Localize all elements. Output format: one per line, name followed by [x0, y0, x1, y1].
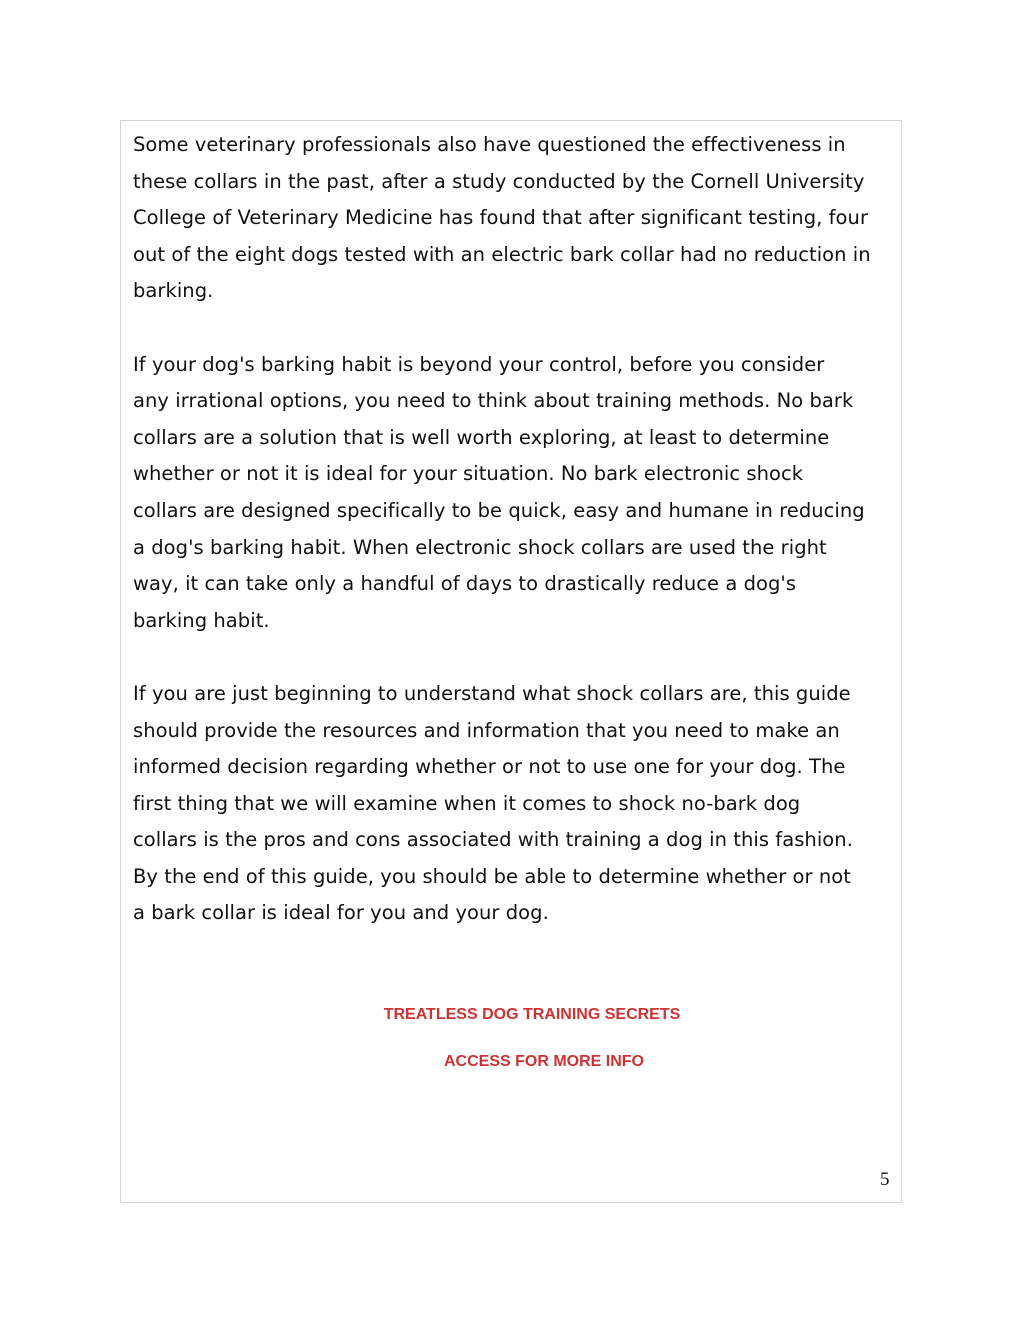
paragraph-1	[133, 127, 895, 310]
paragraph-line: collars is the pros and cons associated with training a dog in this fashion.	[133, 828, 853, 852]
document-body	[133, 127, 895, 969]
paragraph-line: any irrational options, you need to think about training methods. No bark	[133, 389, 854, 413]
paragraph-line: should provide the resources and information that you need to make an	[133, 718, 840, 742]
paragraph-line: these collars in the past, after a study conducted by the Cornell University	[133, 169, 865, 193]
treatless-dog-training-link[interactable]: TREATLESS DOG TRAINING SECRETS	[383, 1006, 681, 1023]
paragraph-line: collars are a solution that is well worth exploring, at least to determine	[133, 425, 830, 449]
paragraph-line: College of Veterinary Medicine has found that after significant testing, four	[133, 206, 869, 230]
page-number: 5	[880, 1169, 890, 1190]
paragraph-3	[133, 676, 895, 932]
paragraph-line: By the end of this guide, you should be able to determine whether or not	[133, 864, 851, 888]
paragraph-line: Some veterinary professionals also have questioned the effectiveness in	[133, 133, 846, 156]
paragraph-line: out of the eight dogs tested with an electric bark collar had no reduction in	[133, 242, 871, 266]
paragraph-line: a bark collar is ideal for you and your dog.	[133, 901, 549, 925]
access-more-info-link[interactable]: ACCESS FOR MORE INFO	[443, 1053, 644, 1070]
paragraph-line: first thing that we will examine when it comes to shock no-bark dog	[133, 791, 801, 815]
paragraph-line: way, it can take only a handful of days to drastically reduce a dog's	[133, 572, 797, 596]
paragraph-line: informed decision regarding whether or not to use one for your dog. The	[133, 755, 846, 779]
paragraph-line: barking.	[133, 279, 214, 303]
paragraph-line: If you are just beginning to understand what shock collars are, this guide	[133, 681, 851, 705]
paragraph-line: a dog's barking habit. When electronic shock collars are used the right	[133, 535, 827, 559]
paragraph-line: barking habit.	[133, 608, 270, 632]
paragraph-line: If your dog's barking habit is beyond your control, before you consider	[133, 352, 825, 376]
paragraph-line: whether or not it is ideal for your situation. No bark electronic shock	[133, 462, 804, 486]
paragraph-2	[133, 347, 895, 640]
paragraph-line: collars are designed specifically to be quick, easy and humane in reducing	[133, 498, 865, 522]
